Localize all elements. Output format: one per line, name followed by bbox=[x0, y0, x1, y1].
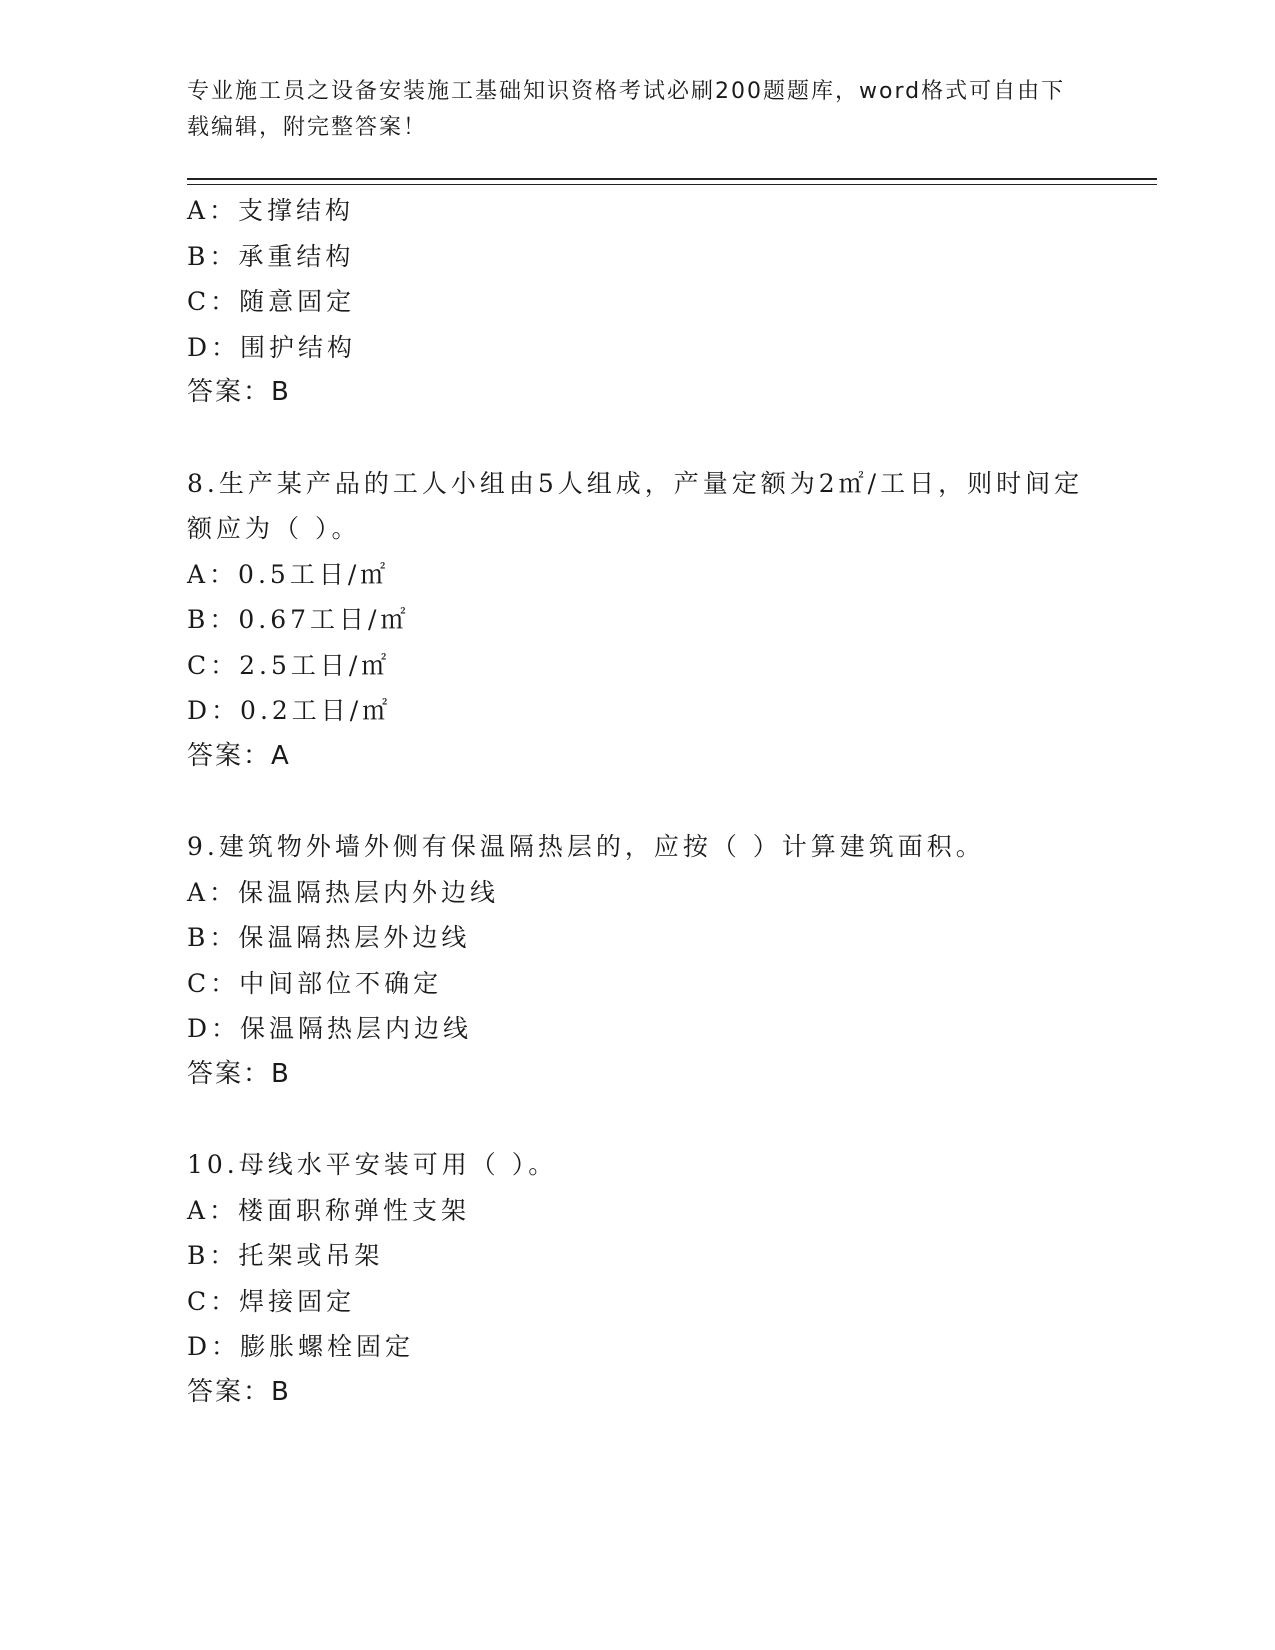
answer: 答案：B bbox=[187, 1058, 291, 1089]
option-c: C：随意固定 bbox=[187, 287, 356, 316]
question-text: 9.建筑物外墙外侧有保温隔热层的，应按（ ）计算建筑面积。 bbox=[187, 832, 985, 861]
option-a: A：0.5工日/㎡ bbox=[187, 559, 390, 589]
answer: 答案：A bbox=[187, 740, 291, 771]
option-a: A：保温隔热层内外边线 bbox=[187, 877, 500, 907]
option-b: B：0.67工日/㎡ bbox=[187, 605, 410, 634]
option-d: D：围护结构 bbox=[187, 332, 357, 362]
question-block-10 bbox=[187, 1142, 1087, 1415]
option-b: B：承重结构 bbox=[187, 241, 355, 271]
option-a: A：支撑结构 bbox=[187, 196, 355, 225]
option-d: D：保温隔热层内边线 bbox=[187, 1014, 473, 1043]
document-header: 专业施工员之设备安装施工基础知识资格考试必刷200题题库，word格式可自由下载编辑，附完整答案！ bbox=[187, 79, 1066, 140]
question-block-8 bbox=[187, 461, 1087, 780]
question-block-7 bbox=[187, 188, 1087, 416]
option-d: D：0.2工日/㎡ bbox=[187, 696, 392, 725]
question-list bbox=[187, 188, 1087, 1415]
option-c: C：中间部位不确定 bbox=[187, 968, 443, 998]
option-a: A：楼面职称弹性支架 bbox=[187, 1195, 471, 1225]
header-divider bbox=[187, 178, 1157, 180]
option-b: B：托架或吊架 bbox=[187, 1241, 384, 1270]
answer: 答案：B bbox=[187, 1376, 291, 1407]
option-c: C：焊接固定 bbox=[187, 1286, 356, 1316]
option-b: B：保温隔热层外边线 bbox=[187, 923, 471, 952]
answer: 答案：B bbox=[187, 377, 291, 407]
question-text: 8.生产某产品的工人小组由5人组成，产量定额为2㎡/工日，则时间定额应为（ ）。 bbox=[187, 468, 1084, 543]
header-divider-thin bbox=[187, 184, 1157, 185]
question-block-9 bbox=[187, 824, 1087, 1097]
option-c: C：2.5工日/㎡ bbox=[187, 650, 391, 680]
option-d: D：膨胀螺栓固定 bbox=[187, 1332, 415, 1361]
question-text: 10.母线水平安装可用（ ）。 bbox=[187, 1150, 558, 1179]
